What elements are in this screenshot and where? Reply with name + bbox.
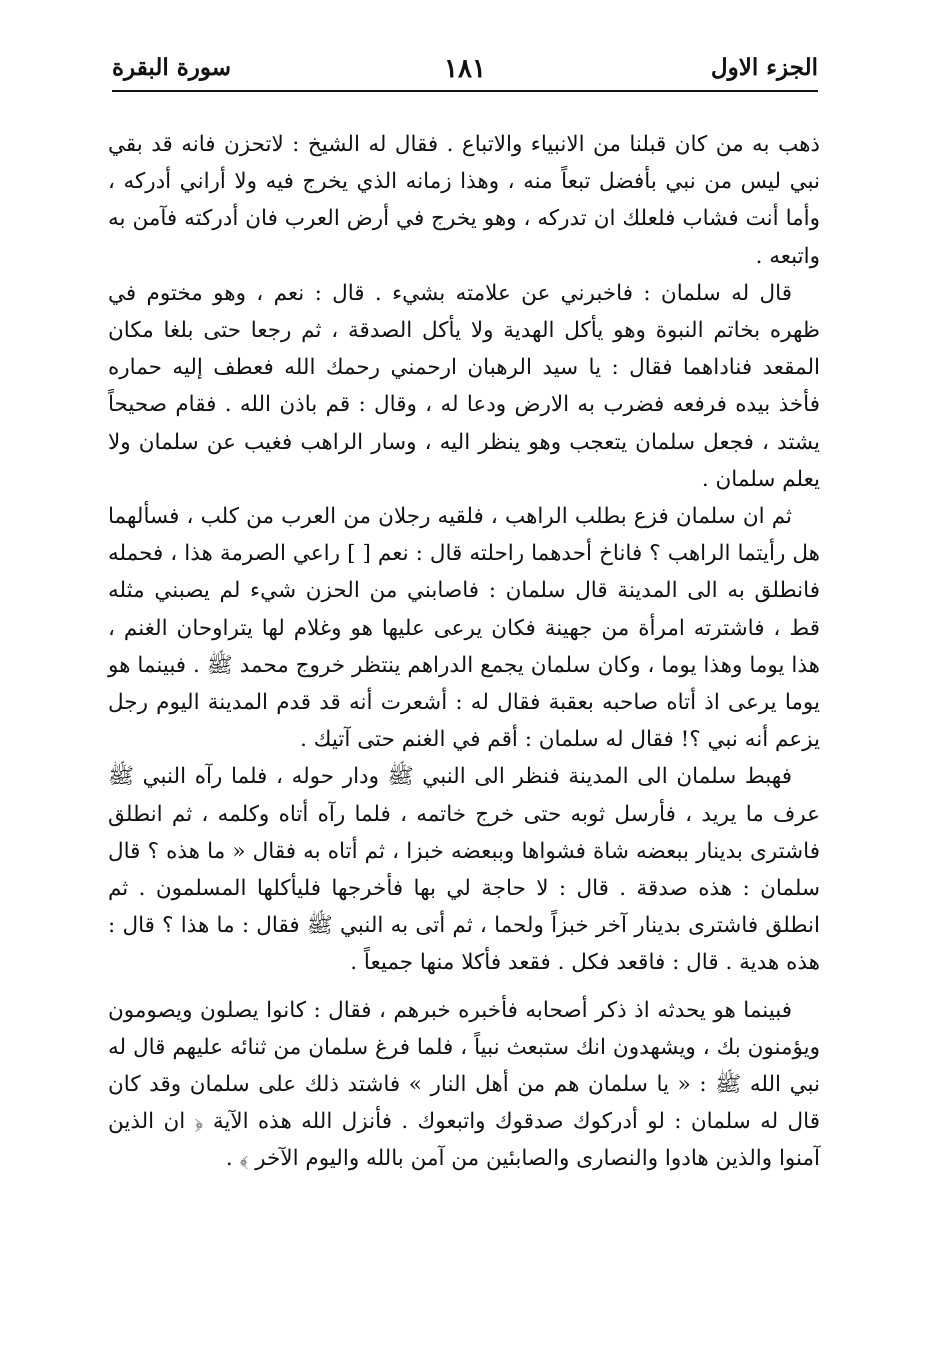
page-number: ١٨١ [444, 54, 486, 84]
page-header [112, 48, 818, 88]
paragraph-4: فهبط سلمان الى المدينة فنظر الى النبي ﷺ ودار حوله ، فلما رآه النبي ﷺ عرف ما يريد ، فأرسل ثوبه حتى خرج خاتمه ، فلما رآه أتاه وكلمه ، ثم انطلق فاشترى بدينار ببعضه شاة فشواها وببعضه خبزا ، ثم أتاه به فقال « ما هذه ؟ قال سلمان : هذه صدقة . قال : لا حاجة لي بها فأخرجها فليأكلها المسلمون . ثم انطلق فاشترى بدينار آخر خبزاً ولحما ، ثم أتى به النبي ﷺ فقال : ما هذا ؟ قال : هذه هدية . قال : فاقعد فكل . فقعد فأكلا منها جميعاً . [108, 764, 820, 976]
part-title: الجزء الاول [710, 54, 818, 81]
paragraph-1: ذهب به من كان قبلنا من الانبياء والاتباع . فقال له الشيخ : لاتحزن فانه قد بقي نبي ليس من نبي بأفضل تبعاً منه ، وهذا زمانه الذي يخرج فيه ولا أراني أدركه ، وأما أنت فشاب فلعلك ان تدركه ، وهو يخرج في أرض العرب فان أدركته فآمن به واتبعه . [108, 132, 820, 269]
paragraph-2: قال له سلمان : فاخبرني عن علامته بشيء . قال : نعم ، وهو مختوم في ظهره بخاتم النبوة وهو يأكل الهدية ولا يأكل الصدقة ، ثم رجعا حتى بلغا مكان المقعد فناداهما فقال : يا سيد الرهبان ارحمني رحمك الله فعطف إليه حماره فأخذ بيده فرفعه فضرب به الارض ودعا له ، وقال : قم باذن الله . فقام صحيحاً يشتد ، فجعل سلمان يتعجب وهو ينظر اليه ، وسار الراهب فغيب عن سلمان ولا يعلم سلمان . [108, 280, 820, 492]
page-body [108, 126, 820, 1178]
header-divider [112, 90, 818, 92]
paragraph-3: ثم ان سلمان فزع بطلب الراهب ، فلقيه رجلان من العرب من كلب ، فسألهما هل رأيتما الراهب ؟ فاناخ أحدهما راحلته قال : نعم [ ] راعي الصرمة هذا ، فحمله فانطلق به الى المدينة قال سلمان : فاصابني من الحزن شيء لم يصبني مثله قط ، فاشترته امرأة من جهينة فكان يرعى عليها هو وغلام لها يتراوحان الغنم ، هذا يوما وهذا يوما ، وكان سلمان يجمع الدراهم ينتظر خروج محمد ﷺ . فبينما هو يوما يرعى اذ أتاه صاحبه بعقبة فقال له : أشعرت أنه قد قدم المدينة اليوم رجل يزعم أنه نبي ؟! فقال له سلمان : أقم في الغنم حتى آتيك . [108, 504, 820, 753]
paragraph-5: فبينما هو يحدثه اذ ذكر أصحابه فأخبره خبرهم ، فقال : كانوا يصلون ويصومون ويؤمنون بك ، ويشهدون انك ستبعث نبياً ، فلما فرغ سلمان من ثنائه عليهم قال له نبي الله ﷺ : « يا سلمان هم من أهل النار » فاشتد ذلك على سلمان وقد كان قال له سلمان : لو أدركوك صدقوك واتبعوك . فأنزل الله هذه الآية ﴿ ان الذين آمنوا والذين هادوا والنصارى والصابئين من آمن بالله واليوم الآخر ﴾ . [108, 997, 820, 1172]
surah-title: سورة البقرة [112, 54, 232, 81]
